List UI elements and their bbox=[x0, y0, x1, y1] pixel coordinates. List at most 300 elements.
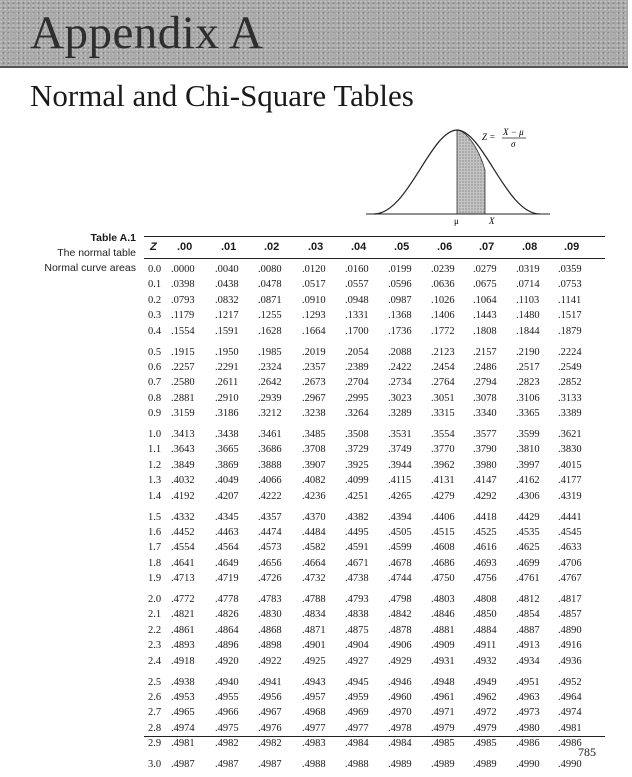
table-cell: .4726 bbox=[258, 573, 282, 585]
table-cell: .2123 bbox=[431, 346, 455, 358]
table-cell: .4887 bbox=[516, 624, 540, 636]
table-cell: .4896 bbox=[215, 640, 239, 652]
table-cell: .4236 bbox=[302, 490, 326, 502]
table-cell: .0398 bbox=[171, 279, 195, 291]
page-title: Normal and Chi-Square Tables bbox=[30, 78, 414, 113]
table-cell: .4878 bbox=[388, 624, 412, 636]
table-cell: .0080 bbox=[258, 264, 282, 275]
table-cell: .2580 bbox=[171, 377, 195, 389]
table-cell: .2794 bbox=[473, 377, 497, 389]
table-cell: .4306 bbox=[516, 490, 540, 502]
table-cell: .4976 bbox=[258, 722, 282, 734]
table-cell: .4554 bbox=[171, 542, 195, 554]
table-cell: .4750 bbox=[431, 573, 455, 585]
table-cell: .4147 bbox=[473, 475, 497, 487]
table-cell: .4664 bbox=[302, 557, 326, 569]
table-cell: .4803 bbox=[431, 594, 455, 605]
table-cell: .1368 bbox=[388, 310, 412, 322]
table-cell: .4082 bbox=[302, 475, 326, 487]
table-subtitle-2: Normal curve areas bbox=[44, 262, 136, 274]
table-cell: .4732 bbox=[302, 573, 326, 585]
table-cell: .2611 bbox=[215, 377, 239, 389]
table-cell: .3997 bbox=[516, 459, 540, 471]
table-cell: .3023 bbox=[388, 392, 412, 404]
table-cell: .4641 bbox=[171, 557, 195, 569]
table-cell: .4826 bbox=[215, 609, 239, 621]
table-cell: .4959 bbox=[345, 691, 369, 703]
table-cell: .2157 bbox=[473, 346, 497, 358]
table-cell: .4970 bbox=[388, 707, 412, 719]
table-cell: .4982 bbox=[215, 738, 239, 750]
table-cell: .2881 bbox=[171, 392, 195, 404]
header-cell: .06 bbox=[437, 241, 453, 253]
table-cell: .4772 bbox=[171, 594, 195, 605]
table-cell: .4279 bbox=[431, 490, 455, 502]
table-cell: .4738 bbox=[345, 573, 369, 585]
table-cell: .4938 bbox=[171, 676, 195, 688]
table-cell: .4177 bbox=[558, 475, 582, 487]
table-cell: .1026 bbox=[431, 294, 455, 306]
table-cell: .4222 bbox=[258, 490, 282, 502]
table-cell: .3531 bbox=[388, 429, 412, 440]
table-cell: .2291 bbox=[215, 361, 239, 373]
z-value-cell: 0.7 bbox=[148, 377, 162, 389]
z-value-cell: 1.5 bbox=[148, 511, 162, 523]
z-value-cell: 1.6 bbox=[148, 526, 162, 538]
table-cell: .3869 bbox=[215, 459, 239, 471]
table-cell: .4925 bbox=[302, 655, 326, 667]
table-cell: .4969 bbox=[345, 707, 369, 719]
table-cell: .4686 bbox=[431, 557, 455, 569]
table-cell: .4608 bbox=[431, 542, 455, 554]
z-value-cell: 1.8 bbox=[148, 557, 162, 569]
table-cell: .3238 bbox=[302, 408, 326, 420]
table-cell: .4975 bbox=[215, 722, 239, 734]
z-value-cell: 2.5 bbox=[148, 676, 162, 688]
table-cell: .4971 bbox=[431, 707, 455, 719]
table-cell: .0714 bbox=[516, 279, 540, 291]
header-cell: .00 bbox=[177, 241, 193, 253]
table-cell: .3186 bbox=[215, 408, 239, 420]
table-cell: .4968 bbox=[302, 707, 326, 719]
table-cell: .3708 bbox=[302, 444, 326, 456]
table-cell: .4974 bbox=[171, 722, 195, 734]
header-cell: .09 bbox=[564, 241, 580, 253]
z-value-cell: 2.0 bbox=[148, 594, 162, 605]
z-value-cell: 1.7 bbox=[148, 542, 162, 554]
table-label: Table A.1 bbox=[90, 232, 136, 244]
table-cell: .4864 bbox=[215, 624, 239, 636]
table-cell: .3830 bbox=[558, 444, 582, 456]
table-cell: .4904 bbox=[345, 640, 369, 652]
table-cell: .4986 bbox=[516, 738, 540, 750]
table-cell: .0517 bbox=[302, 279, 326, 291]
page-number: 785 bbox=[578, 745, 596, 759]
table-cell: .4990 bbox=[516, 759, 540, 770]
table-cell: .3599 bbox=[516, 429, 540, 440]
table-cell: .3264 bbox=[345, 408, 369, 420]
table-cell: .1331 bbox=[345, 310, 369, 322]
table-cell: .0832 bbox=[215, 294, 239, 306]
table-cell: .3729 bbox=[345, 444, 369, 456]
table-cell: .2257 bbox=[171, 361, 195, 373]
table-cell: .4979 bbox=[473, 722, 497, 734]
table-cell: .2454 bbox=[431, 361, 455, 373]
table-cell: .4582 bbox=[302, 542, 326, 554]
table-cell: .3289 bbox=[388, 408, 412, 420]
table-cell: .1217 bbox=[215, 310, 239, 322]
table-cell: .4854 bbox=[516, 609, 540, 621]
table-cell: .4981 bbox=[558, 722, 582, 734]
table-cell: .4767 bbox=[558, 573, 582, 585]
z-value-cell: 2.1 bbox=[148, 609, 162, 621]
table-cell: .4441 bbox=[558, 511, 582, 523]
table-cell: .4881 bbox=[431, 624, 455, 636]
table-cell: .4505 bbox=[388, 526, 412, 538]
table-cell: .4988 bbox=[345, 759, 369, 770]
table-cell: .4591 bbox=[345, 542, 369, 554]
table-cell: .4545 bbox=[558, 526, 582, 538]
table-cell: .4974 bbox=[558, 707, 582, 719]
table-cell: .4099 bbox=[345, 475, 369, 487]
normal-curve-figure bbox=[360, 118, 560, 226]
header-cell: .07 bbox=[479, 241, 495, 253]
table-cell: .4911 bbox=[473, 640, 497, 652]
table-cell: .4990 bbox=[558, 759, 582, 770]
table-cell: .4965 bbox=[171, 707, 195, 719]
table-cell: .2704 bbox=[345, 377, 369, 389]
table-cell: .4988 bbox=[302, 759, 326, 770]
table-cell: .4463 bbox=[215, 526, 239, 538]
z-value-cell: 1.1 bbox=[148, 444, 162, 456]
table-cell: .4474 bbox=[258, 526, 282, 538]
table-cell: .4656 bbox=[258, 557, 282, 569]
formula-lhs: Z = bbox=[482, 132, 496, 142]
table-cell: .1406 bbox=[431, 310, 455, 322]
table-cell: .3790 bbox=[473, 444, 497, 456]
table-cell: .4961 bbox=[431, 691, 455, 703]
table-cell: .1179 bbox=[171, 310, 195, 322]
z-value-cell: 2.4 bbox=[148, 655, 162, 667]
table-cell: .1443 bbox=[473, 310, 497, 322]
table-cell: .4967 bbox=[258, 707, 282, 719]
table-cell: .4987 bbox=[258, 759, 282, 770]
table-cell: .0000 bbox=[171, 264, 195, 275]
table-cell: .4251 bbox=[345, 490, 369, 502]
table-cell: .4452 bbox=[171, 526, 195, 538]
table-cell: .2389 bbox=[345, 361, 369, 373]
table-cell: .1772 bbox=[431, 325, 455, 337]
z-value-cell: 1.4 bbox=[148, 490, 162, 502]
table-cell: .4982 bbox=[258, 738, 282, 750]
table-cell: .0948 bbox=[345, 294, 369, 306]
table-cell: .4893 bbox=[171, 640, 195, 652]
table-cell: .3554 bbox=[431, 429, 455, 440]
table-cell: .4394 bbox=[388, 511, 412, 523]
table-cell: .2734 bbox=[388, 377, 412, 389]
table-cell: .4706 bbox=[558, 557, 582, 569]
table-cell: .4987 bbox=[171, 759, 195, 770]
table-cell: .4633 bbox=[558, 542, 582, 554]
z-value-cell: 2.7 bbox=[148, 707, 162, 719]
table-cell: .4916 bbox=[558, 640, 582, 652]
header-cell: .08 bbox=[522, 241, 538, 253]
table-cell: .4616 bbox=[473, 542, 497, 554]
table-cell: .4962 bbox=[473, 691, 497, 703]
z-value-cell: 0.3 bbox=[148, 310, 162, 322]
table-cell: .4989 bbox=[388, 759, 412, 770]
table-cell: .2517 bbox=[516, 361, 540, 373]
table-cell: .4984 bbox=[388, 738, 412, 750]
table-cell: .0753 bbox=[558, 279, 582, 291]
table-cell: .1879 bbox=[558, 325, 582, 337]
z-value-cell: 2.9 bbox=[148, 738, 162, 750]
table-cell: .4955 bbox=[215, 691, 239, 703]
table-cell: .0871 bbox=[258, 294, 282, 306]
table-cell: .3485 bbox=[302, 429, 326, 440]
table-cell: .4977 bbox=[345, 722, 369, 734]
table-cell: .4319 bbox=[558, 490, 582, 502]
table-cell: .2939 bbox=[258, 392, 282, 404]
table-cell: .4956 bbox=[258, 691, 282, 703]
table-cell: .4429 bbox=[516, 511, 540, 523]
table-cell: .2019 bbox=[302, 346, 326, 358]
table-cell: .4984 bbox=[345, 738, 369, 750]
table-cell: .4884 bbox=[473, 624, 497, 636]
table-cell: .3665 bbox=[215, 444, 239, 456]
table-cell: .3461 bbox=[258, 429, 282, 440]
table-cell: .2422 bbox=[388, 361, 412, 373]
table-cell: .4986 bbox=[558, 738, 582, 750]
mu-label: μ bbox=[454, 216, 459, 226]
table-cell: .3389 bbox=[558, 408, 582, 420]
table-cell: .4808 bbox=[473, 594, 497, 605]
table-cell: .4985 bbox=[473, 738, 497, 750]
table-cell: .4798 bbox=[388, 594, 412, 605]
table-cell: .4535 bbox=[516, 526, 540, 538]
table-cell: .1480 bbox=[516, 310, 540, 322]
table-cell: .4838 bbox=[345, 609, 369, 621]
table-cell: .4744 bbox=[388, 573, 412, 585]
z-value-cell: 0.5 bbox=[148, 346, 162, 358]
z-value-cell: 0.1 bbox=[148, 279, 162, 291]
z-value-cell: 1.0 bbox=[148, 429, 162, 440]
table-cell: .4857 bbox=[558, 609, 582, 621]
table-cell: .4830 bbox=[258, 609, 282, 621]
table-cell: .2673 bbox=[302, 377, 326, 389]
z-value-cell: 0.8 bbox=[148, 392, 162, 404]
table-cell: .4207 bbox=[215, 490, 239, 502]
table-cell: .3770 bbox=[431, 444, 455, 456]
table-cell: .0987 bbox=[388, 294, 412, 306]
header-cell: Z bbox=[150, 241, 157, 253]
table-cell: .0160 bbox=[345, 264, 369, 275]
table-cell: .2823 bbox=[516, 377, 540, 389]
z-value-cell: 2.3 bbox=[148, 640, 162, 652]
table-cell: .4963 bbox=[516, 691, 540, 703]
table-cell: .4817 bbox=[558, 594, 582, 605]
table-cell: .1554 bbox=[171, 325, 195, 337]
table-cell: .4812 bbox=[516, 594, 540, 605]
table-cell: .4382 bbox=[345, 511, 369, 523]
z-value-cell: 2.8 bbox=[148, 722, 162, 734]
table-cell: .4945 bbox=[345, 676, 369, 688]
table-cell: .4484 bbox=[302, 526, 326, 538]
table-cell: .3159 bbox=[171, 408, 195, 420]
table-cell: .4713 bbox=[171, 573, 195, 585]
table-cell: .3051 bbox=[431, 392, 455, 404]
formula-numerator: X − μ bbox=[503, 127, 524, 137]
table-cell: .1517 bbox=[558, 310, 582, 322]
table-cell: .4162 bbox=[516, 475, 540, 487]
table-cell: .4931 bbox=[431, 655, 455, 667]
table-cell: .0557 bbox=[345, 279, 369, 291]
table-cell: .1064 bbox=[473, 294, 497, 306]
table-cell: .4936 bbox=[558, 655, 582, 667]
table-cell: .1293 bbox=[302, 310, 326, 322]
table-cell: .4842 bbox=[388, 609, 412, 621]
table-cell: .4913 bbox=[516, 640, 540, 652]
z-value-cell: 0.2 bbox=[148, 294, 162, 306]
z-value-cell: 2.2 bbox=[148, 624, 162, 636]
table-cell: .3133 bbox=[558, 392, 582, 404]
table-subtitle: The normal table bbox=[57, 247, 136, 259]
table-cell: .4941 bbox=[258, 676, 282, 688]
header-cell: .04 bbox=[351, 241, 367, 253]
table-cell: .0359 bbox=[558, 264, 582, 275]
table-cell: .3621 bbox=[558, 429, 582, 440]
table-cell: .4525 bbox=[473, 526, 497, 538]
table-cell: .4973 bbox=[516, 707, 540, 719]
table-cell: .2054 bbox=[345, 346, 369, 358]
table-cell: .4918 bbox=[171, 655, 195, 667]
table-cell: .4946 bbox=[388, 676, 412, 688]
table-cell: .1736 bbox=[388, 325, 412, 337]
formula-denominator: σ bbox=[511, 139, 516, 149]
table-top-rule bbox=[144, 236, 605, 237]
table-cell: .4985 bbox=[431, 738, 455, 750]
table-cell: .3078 bbox=[473, 392, 497, 404]
table-cell: .3944 bbox=[388, 459, 412, 471]
table-cell: .2764 bbox=[431, 377, 455, 389]
table-cell: .2995 bbox=[345, 392, 369, 404]
table-cell: .3849 bbox=[171, 459, 195, 471]
table-cell: .0438 bbox=[215, 279, 239, 291]
table-cell: .4625 bbox=[516, 542, 540, 554]
table-cell: .4115 bbox=[388, 475, 412, 487]
table-cell: .4979 bbox=[431, 722, 455, 734]
table-cell: .4948 bbox=[431, 676, 455, 688]
table-cell: .4949 bbox=[473, 676, 497, 688]
table-cell: .3212 bbox=[258, 408, 282, 420]
z-value-cell: 0.6 bbox=[148, 361, 162, 373]
table-caption bbox=[20, 231, 136, 276]
table-cell: .0636 bbox=[431, 279, 455, 291]
table-cell: .3365 bbox=[516, 408, 540, 420]
table-cell: .3413 bbox=[171, 429, 195, 440]
table-cell: .4922 bbox=[258, 655, 282, 667]
table-cell: .4920 bbox=[215, 655, 239, 667]
table-cell: .4861 bbox=[171, 624, 195, 636]
table-cell: .4898 bbox=[258, 640, 282, 652]
table-cell: .4957 bbox=[302, 691, 326, 703]
table-cell: .0910 bbox=[302, 294, 326, 306]
table-cell: .4756 bbox=[473, 573, 497, 585]
table-cell: .4015 bbox=[558, 459, 582, 471]
table-cell: .2190 bbox=[516, 346, 540, 358]
table-cell: .4515 bbox=[431, 526, 455, 538]
table-cell: .4875 bbox=[345, 624, 369, 636]
table-cell: .4671 bbox=[345, 557, 369, 569]
table-cell: .2967 bbox=[302, 392, 326, 404]
table-cell: .1255 bbox=[258, 310, 282, 322]
table-cell: .1915 bbox=[171, 346, 195, 358]
table-cell: .1141 bbox=[558, 294, 582, 306]
table-header-rule bbox=[144, 258, 605, 259]
table-cell: .4868 bbox=[258, 624, 282, 636]
table-cell: .0040 bbox=[215, 264, 239, 275]
table-cell: .3810 bbox=[516, 444, 540, 456]
table-cell: .4265 bbox=[388, 490, 412, 502]
table-cell: .4357 bbox=[258, 511, 282, 523]
table-cell: .4987 bbox=[215, 759, 239, 770]
table-cell: .4678 bbox=[388, 557, 412, 569]
banner-rule bbox=[0, 66, 628, 68]
table-cell: .0239 bbox=[431, 264, 455, 275]
table-cell: .4564 bbox=[215, 542, 239, 554]
table-cell: .4846 bbox=[431, 609, 455, 621]
table-cell: .4332 bbox=[171, 511, 195, 523]
table-cell: .3980 bbox=[473, 459, 497, 471]
table-cell: .4783 bbox=[258, 594, 282, 605]
table-cell: .3315 bbox=[431, 408, 455, 420]
table-cell: .4890 bbox=[558, 624, 582, 636]
table-cell: .2324 bbox=[258, 361, 282, 373]
table-cell: .4989 bbox=[473, 759, 497, 770]
table-cell: .0120 bbox=[302, 264, 326, 275]
table-cell: .2357 bbox=[302, 361, 326, 373]
table-cell: .3643 bbox=[171, 444, 195, 456]
table-cell: .3438 bbox=[215, 429, 239, 440]
table-cell: .4978 bbox=[388, 722, 412, 734]
table-cell: .4960 bbox=[388, 691, 412, 703]
table-cell: .0279 bbox=[473, 264, 497, 275]
table-cell: .4599 bbox=[388, 542, 412, 554]
table-cell: .1700 bbox=[345, 325, 369, 337]
table-cell: .4906 bbox=[388, 640, 412, 652]
shaded-area bbox=[457, 130, 485, 214]
table-cell: .4788 bbox=[302, 594, 326, 605]
table-cell: .0319 bbox=[516, 264, 540, 275]
table-cell: .4901 bbox=[302, 640, 326, 652]
table-cell: .2088 bbox=[388, 346, 412, 358]
table-cell: .4693 bbox=[473, 557, 497, 569]
header-cell: .01 bbox=[221, 241, 237, 253]
table-cell: .4850 bbox=[473, 609, 497, 621]
table-cell: .4131 bbox=[431, 475, 455, 487]
table-cell: .4871 bbox=[302, 624, 326, 636]
table-cell: .4292 bbox=[473, 490, 497, 502]
table-cell: .4943 bbox=[302, 676, 326, 688]
table-cell: .4495 bbox=[345, 526, 369, 538]
table-cell: .4821 bbox=[171, 609, 195, 621]
table-cell: .4719 bbox=[215, 573, 239, 585]
table-cell: .4964 bbox=[558, 691, 582, 703]
table-cell: .4345 bbox=[215, 511, 239, 523]
table-cell: .4977 bbox=[302, 722, 326, 734]
table-cell: .4406 bbox=[431, 511, 455, 523]
table-cell: .4980 bbox=[516, 722, 540, 734]
